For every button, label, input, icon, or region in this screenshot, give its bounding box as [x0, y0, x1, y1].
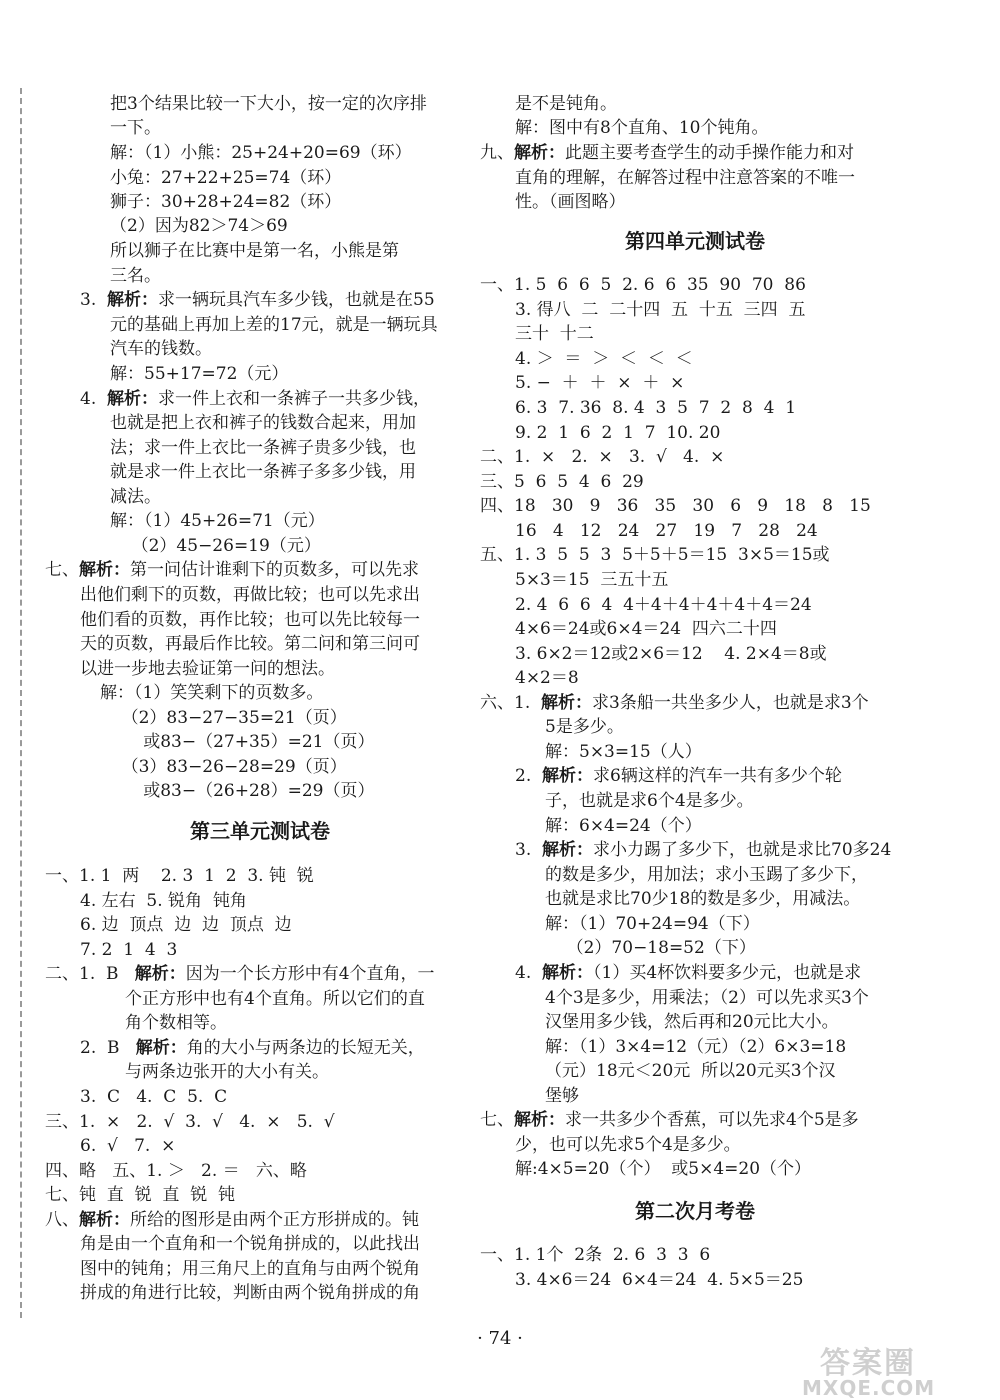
text-line: [125, 1011, 227, 1035]
analysis-label: 解析：: [107, 290, 159, 310]
line-text-rest: 因为一个长方形中有4个直角，一: [185, 964, 435, 984]
line-text: 小兔：27+22+25=74（环）: [110, 168, 342, 188]
line-text-rest: 所给的图形是由两个正方形拼成的。钝: [130, 1210, 419, 1230]
text-line: [515, 519, 818, 543]
line-text: 7. 2 1 4 3: [80, 940, 178, 960]
text-line: [110, 166, 341, 190]
watermark-top-text: 答案圈: [820, 1346, 916, 1381]
text-line: [45, 1110, 335, 1134]
analysis-label: 解析：: [542, 963, 594, 983]
line-text: 三、5 6 5 4 6 29: [480, 472, 644, 492]
text-line: [515, 568, 668, 592]
line-text: 一、1. 1 两 2. 3 1 2 3. 钝 锐: [45, 866, 314, 886]
line-text: （2）70−18=52（下）: [545, 938, 756, 958]
text-line: [480, 470, 644, 494]
text-line: [515, 421, 720, 445]
text-line: [45, 962, 435, 986]
text-line: [480, 273, 806, 297]
text-line: [45, 558, 419, 582]
text-line: [100, 755, 347, 779]
line-text: 6. √ 7. ×: [80, 1136, 176, 1156]
text-line: [515, 961, 861, 985]
text-line: [545, 936, 756, 960]
text-line: [515, 1157, 811, 1181]
line-text-rest: 角的大小与两条边的长短无关，: [186, 1038, 425, 1058]
text-line: [110, 485, 161, 509]
line-text: 9. 2 1 6 2 1 7 10. 20: [515, 423, 721, 443]
line-text: 解：（1）小熊：25+24+20=69（环）: [110, 143, 412, 163]
analysis-label: 解析：: [542, 766, 594, 786]
line-text: 子，也就是求6个4是多少。: [545, 791, 754, 811]
text-line: [515, 617, 777, 641]
line-text: 3. 得八 二 二十四 五 十五 三四 五: [515, 300, 806, 320]
line-text: 4.: [80, 389, 108, 409]
line-text: 一、1. 5 6 6 5 2. 6 6 35 90 70 86: [480, 275, 806, 295]
line-text: 6. 边 顶点 边 边 顶点 边: [80, 915, 292, 935]
line-text: 所以狮子在比赛中是第一名，小熊是第: [110, 241, 399, 261]
text-line: [545, 1084, 579, 1108]
text-line: [45, 1183, 235, 1207]
line-text: 5是多少。: [545, 717, 624, 737]
text-line: [110, 362, 288, 386]
line-text-rest: 求一件上衣和一条裤子一共多少钱，: [158, 389, 431, 409]
text-line: [110, 239, 399, 263]
analysis-label: 解析：: [541, 693, 593, 713]
text-line: [480, 691, 869, 715]
text-line: [80, 938, 177, 962]
watermark-url-text: MXQE.COM: [802, 1376, 936, 1400]
analysis-label: 解析：: [542, 840, 594, 860]
analysis-label: 解析：: [135, 1038, 187, 1058]
line-text: 二、1. B: [45, 964, 135, 984]
text-line: [480, 141, 854, 165]
text-line: [515, 371, 684, 395]
text-line: [45, 1159, 307, 1183]
text-line: [480, 494, 871, 518]
line-text: 6. 3 7. 36 8. 4 3 5 7 2 8 4 1: [515, 398, 797, 418]
line-text: 八、: [45, 1210, 79, 1230]
line-text: 2.: [515, 766, 543, 786]
line-text: 性。（画图略）: [515, 192, 626, 212]
line-text-rest: 求一辆玩具汽车多少钱，也就是在55: [158, 290, 435, 310]
line-text: 二、1. × 2. × 3. √ 4. ×: [480, 447, 725, 467]
line-text: 4.: [515, 963, 543, 983]
text-line: [545, 1059, 836, 1083]
text-line: [110, 436, 416, 460]
line-text: 2. 4 6 6 4 4＋4＋4＋4＋4＋4＝24: [515, 595, 812, 615]
line-text: 三十 十二: [515, 324, 594, 344]
text-line: [100, 730, 375, 754]
text-line: [545, 986, 869, 1010]
text-line: [45, 1208, 419, 1232]
text-line: [515, 116, 768, 140]
text-line: [480, 543, 830, 567]
line-text: 以进一步地去验证第一问的想法。: [80, 659, 335, 679]
text-line: [80, 1134, 175, 1158]
text-line: [80, 288, 435, 312]
line-text: 5. − ＋ ＋ × ＋ ×: [515, 373, 685, 393]
line-text: 三名。: [110, 266, 161, 286]
text-line: [100, 779, 375, 803]
text-line: [515, 347, 693, 371]
text-line: [515, 764, 842, 788]
line-text: 直角的理解，在解答过程中注意答案的不唯一: [515, 168, 855, 188]
heading-unit4-test: 第四单元测试卷: [625, 229, 765, 253]
text-line: [515, 1133, 741, 1157]
text-line: [80, 889, 247, 913]
text-line: [100, 706, 347, 730]
line-text: 六、1.: [480, 693, 542, 713]
line-text: 3.: [515, 840, 543, 860]
line-text: 是不是钝角。: [515, 94, 617, 114]
text-line: [480, 445, 724, 469]
text-line: [80, 583, 420, 607]
text-line: [545, 740, 702, 764]
text-line: [515, 92, 617, 116]
line-text: 减法。: [110, 487, 161, 507]
text-line: [110, 214, 288, 238]
line-text: （元）18元＜20元 所以20元买3个汉: [545, 1061, 836, 1081]
line-text: 解：55+17=72（元）: [110, 364, 289, 384]
line-text: 2. B: [80, 1038, 136, 1058]
line-text: 拼成的角进行比较，判断由两个锐角拼成的角: [80, 1283, 420, 1303]
text-line: [80, 1257, 420, 1281]
heading-unit3-test: 第三单元测试卷: [190, 819, 330, 843]
text-line: [515, 396, 796, 420]
line-text-rest: 求小力踢了多少下，也就是求比70多24: [593, 840, 892, 860]
line-text: 狮子：30+28+24=82（环）: [110, 192, 342, 212]
line-text: 16 4 12 24 27 19 7 28 24: [515, 521, 818, 541]
line-text-rest: 求6辆这样的汽车一共有多少个轮: [593, 766, 842, 786]
text-line: [125, 1060, 329, 1084]
text-line: [110, 264, 161, 288]
line-text: 4个3是多少，用乘法；（2）可以先求买3个: [545, 988, 869, 1008]
line-text: 图中的钝角；用三角尺上的直角与由两个锐角: [80, 1259, 420, 1279]
line-text: 解:4×5=20（个） 或5×4=20（个）: [515, 1159, 812, 1179]
line-text: 他们看的页数，再作比较；也可以先比较每一: [80, 610, 420, 630]
line-text: 汽车的钱数。: [110, 339, 212, 359]
analysis-label: 解析：: [514, 143, 565, 163]
text-line: [110, 190, 341, 214]
line-text: 堡够: [545, 1086, 579, 1106]
line-text: 四、18 30 9 36 35 30 6 9 18 8 15: [480, 496, 871, 516]
text-line: [110, 460, 416, 484]
text-line: [515, 838, 891, 862]
line-text: 4. ＞ ＝ ＞ ＜ ＜ ＜: [515, 349, 693, 369]
line-text: 4. 左右 5. 锐角 钝角: [80, 891, 247, 911]
text-line: [515, 593, 812, 617]
line-text: 角个数相等。: [125, 1013, 227, 1033]
text-line: [110, 313, 438, 337]
line-text: 解：图中有8个直角、10个钝角。: [515, 118, 769, 138]
text-line: [110, 141, 412, 165]
text-line: [515, 322, 594, 346]
line-text: 五、1. 3 5 5 3 5＋5＋5＝15 3×5＝15或: [480, 545, 830, 565]
text-line: [545, 1035, 846, 1059]
text-line: [545, 1010, 839, 1034]
analysis-label: 解析：: [79, 560, 130, 580]
line-text: 七、钝 直 锐 直 锐 钝: [45, 1185, 236, 1205]
line-text: 角是由一个直角和一个锐角拼成的，以此找出: [80, 1234, 420, 1254]
line-text-rest: 第一问估计谁剩下的页数多，可以先求: [130, 560, 419, 580]
text-line: [545, 715, 624, 739]
line-text: 七、: [480, 1110, 514, 1130]
text-line: [545, 887, 860, 911]
text-line: [480, 1108, 859, 1132]
line-text: 解：（1）70+24=94（下）: [545, 914, 760, 934]
analysis-label: 解析：: [514, 1110, 565, 1130]
watermark-logo: [802, 1338, 960, 1400]
line-text: 少，也可以先求5个4是多少。: [515, 1135, 741, 1155]
line-text: 或83−（26+28）=29（页）: [100, 781, 375, 801]
text-line: [80, 387, 430, 411]
line-text: 法；求一件上衣比一条裤子贵多少钱，也: [110, 438, 416, 458]
line-text: 5×3＝15 三五十五: [515, 570, 669, 590]
text-line: [110, 534, 321, 558]
text-line: [110, 509, 325, 533]
text-line: [110, 411, 416, 435]
text-line: [100, 681, 323, 705]
line-text: 个正方形中也有4个直角。所以它们的直: [125, 989, 425, 1009]
line-text: 解：6×4=24（个）: [545, 816, 702, 836]
text-line: [110, 116, 161, 140]
page-number: · 74 ·: [477, 1328, 523, 1349]
text-line: [515, 166, 855, 190]
line-text: 九、: [480, 143, 514, 163]
line-text: 4×2＝8: [515, 668, 579, 688]
line-text: （2）83−27−35=21（页）: [100, 708, 347, 728]
line-text-rest: 求3条船一共坐多少人，也就是求3个: [592, 693, 869, 713]
text-line: [80, 1232, 420, 1256]
line-text: 出他们剩下的页数，再做比较；也可以先求出: [80, 585, 420, 605]
text-line: [80, 1085, 227, 1109]
line-text: 4×6＝24或6×4＝24 四六二十四: [515, 619, 777, 639]
text-line: [80, 657, 335, 681]
text-line: [80, 608, 420, 632]
line-text-rest: 求一共多少个香蕉，可以先求4个5是多: [565, 1110, 859, 1130]
line-text: 也就是求比70少18的数是多少，用减法。: [545, 889, 861, 909]
line-text: 解：（1）笑笑剩下的页数多。: [100, 683, 324, 703]
line-text: 三、1. × 2. √ 3. √ 4. × 5. √: [45, 1112, 335, 1132]
line-text: 解：5×3=15（人）: [545, 742, 702, 762]
line-text: （2）因为82＞74＞69: [110, 216, 288, 236]
line-text: 汉堡用多少钱，然后再和20元比大小。: [545, 1012, 839, 1032]
dashed-margin-rule: [20, 88, 22, 1318]
line-text: 3. C 4. C 5. C: [80, 1087, 228, 1107]
text-line: [545, 912, 760, 936]
line-text-rest: 此题主要考查学生的动手操作能力和对: [565, 143, 854, 163]
text-line: [545, 863, 868, 887]
text-line: [80, 1036, 425, 1060]
text-line: [80, 632, 420, 656]
line-text: 把3个结果比较一下大小，按一定的次序排: [110, 94, 427, 114]
text-line: [515, 642, 827, 666]
text-line: [515, 190, 626, 214]
analysis-label: 解析：: [107, 389, 159, 409]
line-text: 就是求一件上衣比一条裤子多多少钱，用: [110, 462, 416, 482]
text-line: [515, 298, 805, 322]
text-line: [515, 666, 579, 690]
line-text: 3.: [80, 290, 108, 310]
text-line: [545, 789, 754, 813]
text-line: [110, 337, 212, 361]
line-text: 也就是把上衣和裤子的钱数合起来，用加: [110, 413, 416, 433]
line-text: 或83−（27+35）=21（页）: [100, 732, 375, 752]
analysis-label: 解析：: [79, 1210, 130, 1230]
text-line: [110, 92, 427, 116]
text-line: [125, 987, 425, 1011]
text-line: [80, 1281, 420, 1305]
heading-second-monthly-exam: 第二次月考卷: [635, 1199, 755, 1223]
line-text: （2）45−26=19（元）: [110, 536, 321, 556]
line-text: 3. 6×2＝12或2×6＝12 4. 2×4＝8或: [515, 644, 827, 664]
line-text: 解：（1）3×4=12（元）（2）6×3=18: [545, 1037, 847, 1057]
line-text: 七、: [45, 560, 79, 580]
line-text: 元的基础上再加上差的17元，就是一辆玩具: [110, 315, 438, 335]
text-line: [545, 814, 702, 838]
line-text: 3. 4×6＝24 6×4＝24 4. 5×5＝25: [515, 1270, 804, 1290]
line-text: 一下。: [110, 118, 161, 138]
line-text: 天的页数，再最后作比较。第二问和第三问可: [80, 634, 420, 654]
line-text: 四、略 五、1. ＞ 2. ＝ 六、略: [45, 1161, 307, 1181]
analysis-label: 解析：: [134, 964, 186, 984]
text-line: [480, 1243, 710, 1267]
line-text: （3）83−26−28=29（页）: [100, 757, 347, 777]
line-text-rest: （1）买4杯饮料要多少元，也就是求: [593, 963, 862, 983]
text-line: [45, 864, 314, 888]
line-text: 解：（1）45+26=71（元）: [110, 511, 325, 531]
line-text: 的数是多少，用加法；求小玉踢了多少下，: [545, 865, 868, 885]
line-text: 与两条边张开的大小有关。: [125, 1062, 329, 1082]
text-line: [80, 913, 292, 937]
text-line: [515, 1268, 803, 1292]
line-text: 一、1. 1个 2条 2. 6 3 3 6: [480, 1245, 711, 1265]
